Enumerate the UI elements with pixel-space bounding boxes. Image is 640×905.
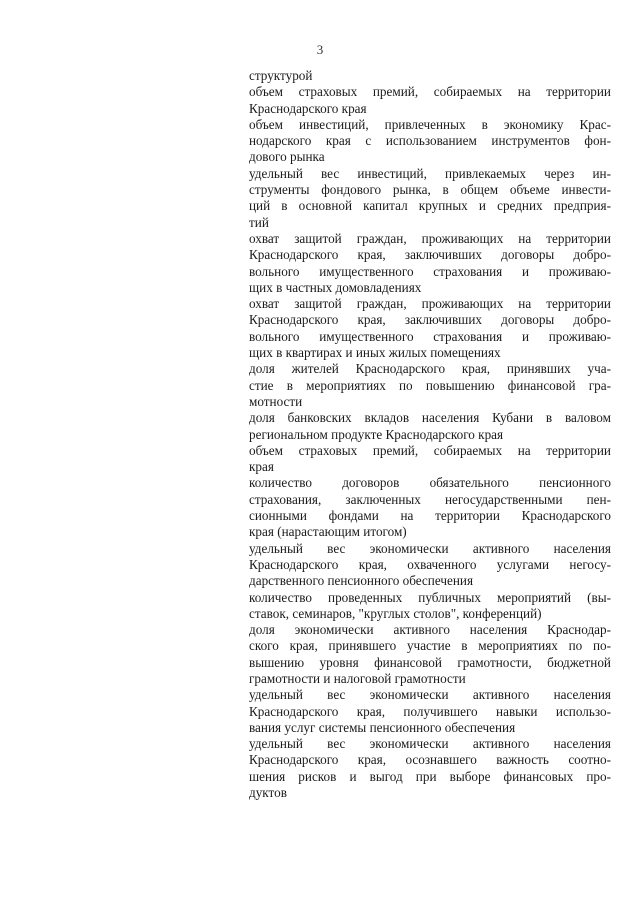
indicator-line: стие в мероприятиях по повышению финансовой гра- bbox=[249, 377, 611, 393]
indicator-line: Краснодарского края, получившего навыки использо- bbox=[249, 703, 611, 719]
indicator-line: доля экономически активного населения Краснодар- bbox=[249, 622, 611, 638]
indicator-line: вольного имущественного страхования и проживаю- bbox=[249, 263, 611, 279]
indicator-line: Краснодарского края bbox=[249, 100, 367, 116]
indicator-line: вышению уровня финансовой грамотности, бюджетной bbox=[249, 654, 611, 670]
indicator-line: грамотности и налоговой грамотности bbox=[249, 670, 466, 686]
indicator-item bbox=[249, 475, 611, 540]
indicator-line: ставок, семинаров, "круглых столов", конференций) bbox=[249, 605, 542, 621]
indicator-line: доля жителей Краснодарского края, принявших уча- bbox=[249, 361, 611, 377]
indicator-line: объем страховых премий, собираемых на территории bbox=[249, 442, 611, 458]
indicator-line: Краснодарского края, заключивших договоры добро- bbox=[249, 312, 611, 328]
indicator-line: тий bbox=[249, 214, 269, 230]
indicator-line: щих в частных домовладениях bbox=[249, 279, 422, 295]
indicator-item bbox=[249, 622, 611, 687]
indicator-line: вольного имущественного страхования и проживаю- bbox=[249, 328, 611, 344]
indicator-line: вания услуг системы пенсионного обеспечения bbox=[249, 719, 516, 735]
indicator-line: Краснодарского края, охваченного услугами негосу- bbox=[249, 556, 611, 572]
indicator-line: ского края, принявшего участие в мероприятиях по по- bbox=[249, 638, 611, 654]
indicator-line: Краснодарского края, осознавшего важность соотно- bbox=[249, 752, 611, 768]
indicator-line: дуктов bbox=[249, 785, 287, 801]
indicator-line: дового рынка bbox=[249, 149, 325, 165]
indicator-line: удельный вес экономически активного населения bbox=[249, 736, 611, 752]
indicator-line: удельный вес экономически активного населения bbox=[249, 540, 611, 556]
indicator-line: количество проведенных публичных мероприятий (вы- bbox=[249, 589, 611, 605]
indicator-item bbox=[249, 166, 611, 231]
indicator-item bbox=[249, 117, 611, 166]
indicator-line: охват защитой граждан, проживающих на территории bbox=[249, 230, 611, 246]
indicator-line: объем инвестиций, привлеченных в экономику Крас- bbox=[249, 116, 611, 132]
indicator-line: Краснодарского края, заключивших договоры добро- bbox=[249, 247, 611, 263]
indicator-line: охват защитой граждан, проживающих на территории bbox=[249, 296, 611, 312]
indicator-item bbox=[249, 410, 611, 443]
indicator-line: ций в основной капитал крупных и средних предприя- bbox=[249, 198, 611, 214]
indicator-line: дарственного пенсионного обеспечения bbox=[249, 573, 474, 589]
indicator-line: мотности bbox=[249, 393, 303, 409]
indicator-item bbox=[249, 68, 611, 84]
indicator-item bbox=[249, 687, 611, 736]
indicator-line: удельный вес экономически активного населения bbox=[249, 687, 611, 703]
indicator-item bbox=[249, 231, 611, 296]
indicator-line: структурой bbox=[249, 68, 313, 83]
indicator-item bbox=[249, 361, 611, 410]
indicator-line: удельный вес инвестиций, привлекаемых через ин- bbox=[249, 165, 611, 181]
indicator-line: края bbox=[249, 459, 274, 475]
indicator-line: края (нарастающим итогом) bbox=[249, 524, 407, 540]
indicator-item bbox=[249, 443, 611, 476]
indicator-line: объем страховых премий, собираемых на территории bbox=[249, 84, 611, 100]
indicator-line: региональном продукте Краснодарского края bbox=[249, 426, 504, 442]
page-number: 3 bbox=[316, 42, 324, 57]
indicator-line: струменты фондового рынка, в общем объеме инвести- bbox=[249, 182, 611, 198]
indicator-item bbox=[249, 736, 611, 801]
indicator-line: сионными фондами на территории Краснодарского bbox=[249, 508, 611, 524]
indicator-line: количество договоров обязательного пенсионного bbox=[249, 475, 611, 491]
indicator-line: шения рисков и выгод при выборе финансовых про- bbox=[249, 768, 611, 784]
indicator-line: нодарского края с использованием инструментов фон- bbox=[249, 133, 611, 149]
document-body bbox=[249, 68, 611, 801]
indicator-item bbox=[249, 296, 611, 361]
indicator-line: щих в квартирах и иных жилых помещениях bbox=[249, 345, 501, 361]
indicator-line: страхования, заключенных негосударственными пен- bbox=[249, 491, 611, 507]
indicator-item bbox=[249, 84, 611, 117]
indicator-item bbox=[249, 590, 611, 623]
indicator-line: доля банковских вкладов населения Кубани в валовом bbox=[249, 410, 611, 426]
indicator-item bbox=[249, 541, 611, 590]
